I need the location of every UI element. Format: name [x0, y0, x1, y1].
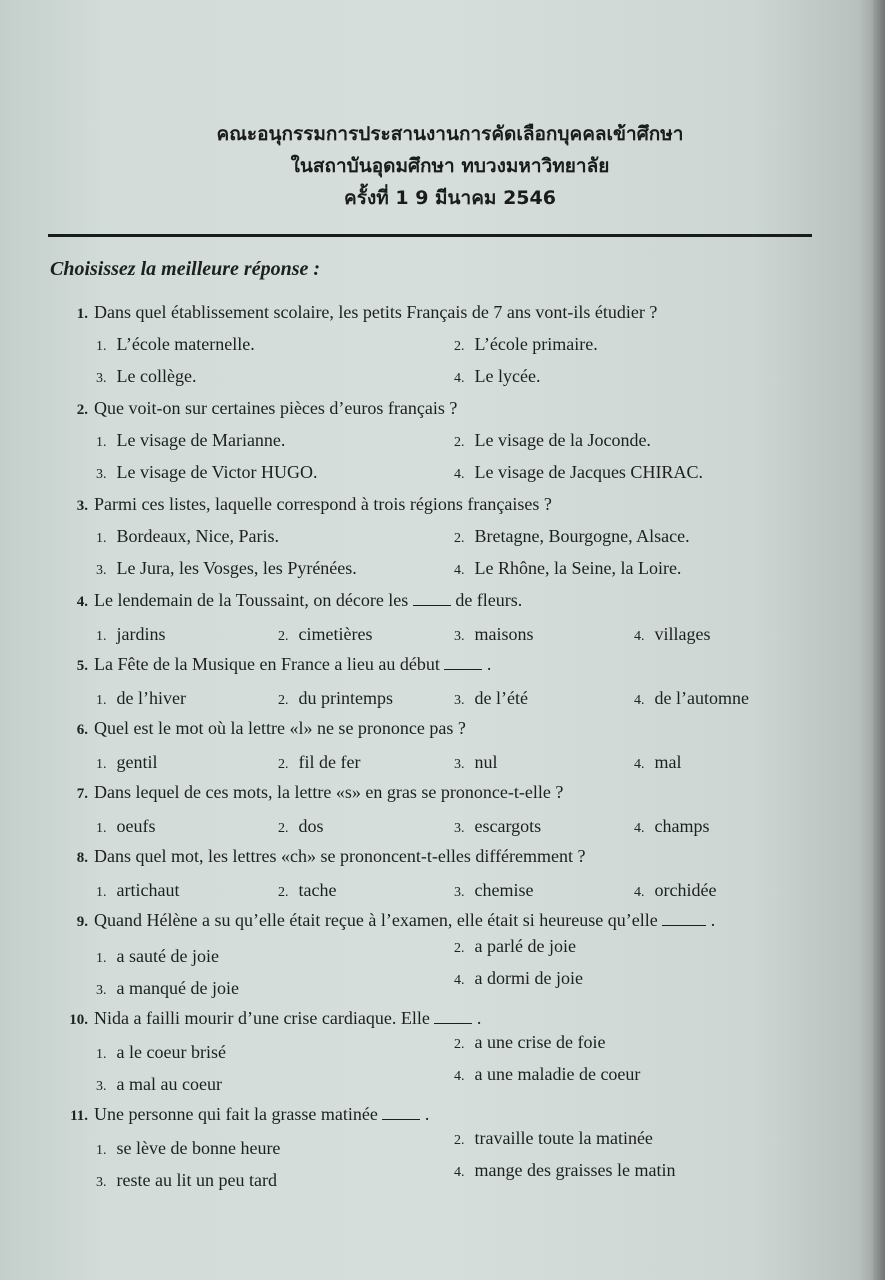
question-number: 6.: [76, 722, 88, 738]
option-3[interactable]: 3. Le collège.: [96, 366, 197, 386]
option-3[interactable]: 3. Le Jura, les Vosges, les Pyrénées.: [96, 558, 357, 578]
question-number: 10.: [69, 1012, 88, 1028]
option-2[interactable]: 2. travaille toute la matinée: [454, 1128, 653, 1148]
question-text: Quel est le mot où la lettre «l» ne se prononce pas ?: [94, 718, 466, 738]
option-2[interactable]: 2. fil de fer: [278, 752, 361, 772]
header-committee: คณะอนุกรรมการประสานงานการคัดเลือกบุคคลเข้าศึกษา: [216, 123, 684, 145]
question-text: Que voit-on sur certaines pièces d’euros français ?: [94, 398, 458, 418]
question-number: 9.: [76, 914, 88, 930]
option-4[interactable]: 4. Le lycée.: [454, 366, 541, 386]
option-1[interactable]: 1. artichaut: [96, 880, 180, 900]
question-number: 3.: [76, 498, 88, 514]
option-4[interactable]: 4. villages: [634, 624, 711, 644]
question-text: La Fête de la Musique en France a lieu au début .: [94, 654, 492, 674]
option-4[interactable]: 4. mange des graisses le matin: [454, 1160, 676, 1180]
option-3[interactable]: 3. Le visage de Victor HUGO.: [96, 462, 318, 482]
option-2[interactable]: 2. dos: [278, 816, 324, 836]
option-4[interactable]: 4. Le Rhône, la Seine, la Loire.: [454, 558, 682, 578]
question-text: Une personne qui fait la grasse matinée .: [94, 1104, 430, 1124]
answer-blank: [382, 1119, 420, 1120]
exam-header: [120, 118, 780, 214]
option-2[interactable]: 2. L’école primaire.: [454, 334, 598, 354]
question-number: 5.: [76, 658, 88, 674]
question-number: 2.: [76, 402, 88, 418]
option-4[interactable]: 4. a dormi de joie: [454, 968, 583, 988]
question-10: [58, 1008, 818, 1104]
header-institution: ในสถาบันอุดมศึกษา ทบวงมหาวิทยาลัย: [290, 155, 610, 177]
option-2[interactable]: 2. Bretagne, Bourgogne, Alsace.: [454, 526, 690, 546]
option-1[interactable]: 1. jardins: [96, 624, 166, 644]
option-1[interactable]: 1. a le coeur brisé: [96, 1042, 226, 1062]
option-1[interactable]: 1. Le visage de Marianne.: [96, 430, 286, 450]
question-number: 7.: [76, 786, 88, 802]
question-1: [58, 302, 818, 398]
question-9: [58, 910, 818, 1006]
instruction-text: Choisissez la meilleure réponse :: [50, 258, 321, 280]
option-2[interactable]: 2. a une crise de foie: [454, 1032, 606, 1052]
option-3[interactable]: 3. reste au lit un peu tard: [96, 1170, 277, 1190]
question-number: 1.: [76, 306, 88, 322]
option-4[interactable]: 4. champs: [634, 816, 710, 836]
header-date: ครั้งที่ 1 9 มีนาคม 2546: [344, 187, 556, 209]
option-3[interactable]: 3. maisons: [454, 624, 534, 644]
page-edge-shadow: [873, 0, 885, 1280]
option-4[interactable]: 4. orchidée: [634, 880, 717, 900]
option-2[interactable]: 2. du printemps: [278, 688, 393, 708]
option-2[interactable]: 2. a parlé de joie: [454, 936, 576, 956]
option-4[interactable]: 4. Le visage de Jacques CHIRAC.: [454, 462, 703, 482]
option-4[interactable]: 4. a une maladie de coeur: [454, 1064, 641, 1084]
option-1[interactable]: 1. L’école maternelle.: [96, 334, 255, 354]
option-2[interactable]: 2. cimetières: [278, 624, 373, 644]
option-4[interactable]: 4. mal: [634, 752, 682, 772]
question-11: [58, 1104, 818, 1200]
question-text: Dans quel mot, les lettres «ch» se prononcent-t-elles différemment ?: [94, 846, 586, 866]
question-number: 11.: [70, 1108, 88, 1124]
question-text: Nida a failli mourir d’une crise cardiaque. Elle .: [94, 1008, 482, 1028]
option-2[interactable]: 2. Le visage de la Joconde.: [454, 430, 651, 450]
answer-blank: [444, 669, 482, 670]
option-1[interactable]: 1. a sauté de joie: [96, 946, 219, 966]
question-3: [58, 494, 818, 590]
answer-blank: [662, 925, 706, 926]
option-3[interactable]: 3. a manqué de joie: [96, 978, 239, 998]
option-3[interactable]: 3. a mal au coeur: [96, 1074, 222, 1094]
question-number: 4.: [76, 594, 88, 610]
header-divider: [48, 234, 812, 237]
question-text: Le lendemain de la Toussaint, on décore les de fleurs.: [94, 590, 523, 610]
option-2[interactable]: 2. tache: [278, 880, 337, 900]
question-text: Dans lequel de ces mots, la lettre «s» en gras se prononce-t-elle ?: [94, 782, 564, 802]
question-text: Quand Hélène a su qu’elle était reçue à l’examen, elle était si heureuse qu’elle .: [94, 910, 716, 930]
option-1[interactable]: 1. Bordeaux, Nice, Paris.: [96, 526, 279, 546]
option-1[interactable]: 1. gentil: [96, 752, 158, 772]
option-1[interactable]: 1. de l’hiver: [96, 688, 186, 708]
option-3[interactable]: 3. nul: [454, 752, 498, 772]
question-2: [58, 398, 818, 494]
question-number: 8.: [76, 850, 88, 866]
option-1[interactable]: 1. se lève de bonne heure: [96, 1138, 281, 1158]
option-3[interactable]: 3. escargots: [454, 816, 542, 836]
option-3[interactable]: 3. de l’été: [454, 688, 528, 708]
option-3[interactable]: 3. chemise: [454, 880, 534, 900]
answer-blank: [413, 605, 451, 606]
option-4[interactable]: 4. de l’automne: [634, 688, 749, 708]
question-text: Dans quel établissement scolaire, les petits Français de 7 ans vont-ils étudier ?: [94, 302, 658, 322]
answer-blank: [434, 1023, 472, 1024]
question-text: Parmi ces listes, laquelle correspond à trois régions françaises ?: [94, 494, 552, 514]
option-1[interactable]: 1. oeufs: [96, 816, 156, 836]
